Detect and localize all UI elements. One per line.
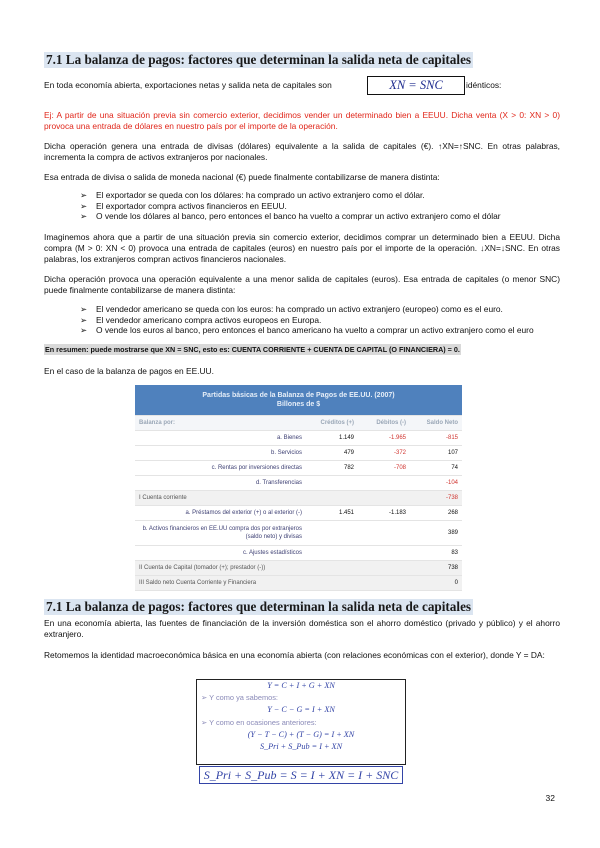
usa-case: En el caso de la balanza de pagos en EE.UU.	[44, 366, 214, 376]
table-title: Partidas básicas de la Balanza de Pagos de EE.UU. (2007)	[202, 392, 395, 399]
equation-1: Y = C + I + G + XN	[267, 681, 335, 690]
intro-text: En toda economía abierta, exportaciones netas y salida neta de capitales son	[44, 80, 332, 90]
arrow-icon: ➢	[80, 314, 88, 325]
equation-4: S_Pri + S_Pub = I + XN	[259, 742, 343, 752]
table-subtitle: Billones de $	[276, 401, 321, 408]
equation-block	[196, 679, 406, 765]
table-row: III Saldo neto Cuenta Corriente y Financiera 0	[135, 576, 462, 591]
arrow-icon: ➢	[80, 304, 88, 314]
page-number: 32	[545, 793, 555, 803]
equation-2: Y − C − G = I + XN	[267, 705, 335, 715]
bullet-list-2	[80, 304, 534, 336]
final-identity-box: S_Pri + S_Pub = S = I + XN = I + SNC	[199, 766, 403, 784]
section-title-1: 7.1 La balanza de pagos: factores que determinan la salida neta de capitales	[46, 52, 472, 67]
identity-box: XN = SNC	[367, 76, 465, 95]
paragraph-1: Dicha operación genera una entrada de divisas (dólares) equivalente a la salida de capitales (€). ↑XN=↑SNC. En otras palabras, incrementa la compra de activos extranjeros por nacionales.	[44, 141, 560, 162]
intro-after: idénticos:	[466, 80, 502, 90]
col-debit: Débitos (-)	[358, 416, 410, 431]
col-credit: Créditos (+)	[306, 416, 358, 431]
equation-3: (Y − T − C) + (T − G) = I + XN	[247, 729, 355, 739]
paragraph-5: En una economía abierta, las fuentes de financiación de la inversión doméstica son el ahorro doméstico (privado y público) y el ahorro extranjero.	[44, 618, 560, 639]
paragraph-6: Retomemos la identidad macroeconómica básica en una economía abierta (con relaciones económicas con el exterior), donde Y = DA:	[44, 650, 545, 660]
table-row: a. Préstamos del exterior (+) o al exterior (-) 1.451 -1.183 268	[135, 506, 462, 521]
table-row: II Cuenta de Capital (tomador (+); prestador (-)) 738	[135, 561, 462, 576]
table-row: c. Rentas por inversiones directas 782 -708 74	[135, 461, 462, 476]
list-item: ➢ O vende los euros al banco, pero entonces el banco americano ha vuelto a comprar un activo extranjero como el euro	[80, 325, 534, 335]
col-label: Balanza por:	[135, 416, 306, 431]
table-header	[135, 385, 462, 416]
list-item: ➢ El vendedor americano compra activos europeos en Europa.	[80, 314, 322, 325]
paragraph-2: Esa entrada de divisa o salida de moneda nacional (€) puede finalmente contabilizarse de manera distinta:	[44, 172, 440, 182]
balance-of-payments-table	[135, 385, 462, 591]
arrow-icon: ➢	[80, 190, 88, 200]
table-row: I Cuenta corriente -738	[135, 491, 462, 506]
list-item: ➢ O vende los dólares al banco, pero entonces el banco ha vuelto a comprar un activo extranjero como el dólar	[80, 211, 501, 221]
paragraph-3: Imaginemos ahora que a partir de una situación previa sin comercio exterior, decidimos comprar un determinado bien a EEUU. Dicha compra (M > 0: XN < 0) provoca una entrada de capitales (euros) en nuestro país por el importe de la operación. ↓XN=↓SNC. En otras palabras, los extranjeros compran activos financieros nacionales.	[44, 232, 560, 264]
arrow-icon: ➢	[80, 211, 88, 221]
note-2: ➢ Y como en ocasiones anteriores:	[201, 717, 317, 727]
section-title-2: 7.1 La balanza de pagos: factores que determinan la salida neta de capitales	[46, 599, 472, 614]
table-row: b. Servicios 479 -372 107	[135, 446, 462, 461]
table-row: a. Bienes 1.149 -1.965 -815	[135, 431, 462, 446]
example-red: Ej: A partir de una situación previa sin comercio exterior, decidimos vender un determinado bien a EEUU. Dicha venta (X > 0: XN > 0) provoca una entrada de dólares en nuestro país por el importe de la operación.	[44, 110, 560, 131]
arrow-icon: ➢	[80, 325, 88, 335]
list-item: ➢ El exportador se queda con los dólares: ha comprado un activo extranjero como el dólar.	[80, 190, 425, 200]
table-row: b. Activos financieros en EE.UU compra dos por extranjeros (saldo neto) y divisas 389	[135, 521, 462, 546]
arrow-icon: ➢	[80, 200, 88, 211]
list-item: ➢ El vendedor americano se queda con los euros: ha comprado un activo extranjero (europeo) como es el euro.	[80, 304, 503, 314]
note-1: ➢ Y como ya sabemos:	[201, 693, 278, 703]
summary-highlight: En resumen: puede mostrarse que XN = SNC, esto es: CUENTA CORRIENTE + CUENTA DE CAPITAL (O FINANCIERA) = 0.	[45, 345, 460, 354]
paragraph-4: Dicha operación provoca una operación equivalente a una menor salida de capitales (euros). Esa entrada de capitales (o menor SNC) puede finalmente contabilizarse de manera distinta:	[44, 274, 560, 295]
bullet-list-1	[80, 190, 501, 222]
table-row: d. Transferencias -104	[135, 476, 462, 491]
list-item: ➢ El exportador compra activos financieros en EEUU.	[80, 200, 287, 211]
col-net: Saldo Neto	[410, 416, 462, 431]
table-row: c. Ajustes estadísticos 83	[135, 546, 462, 561]
